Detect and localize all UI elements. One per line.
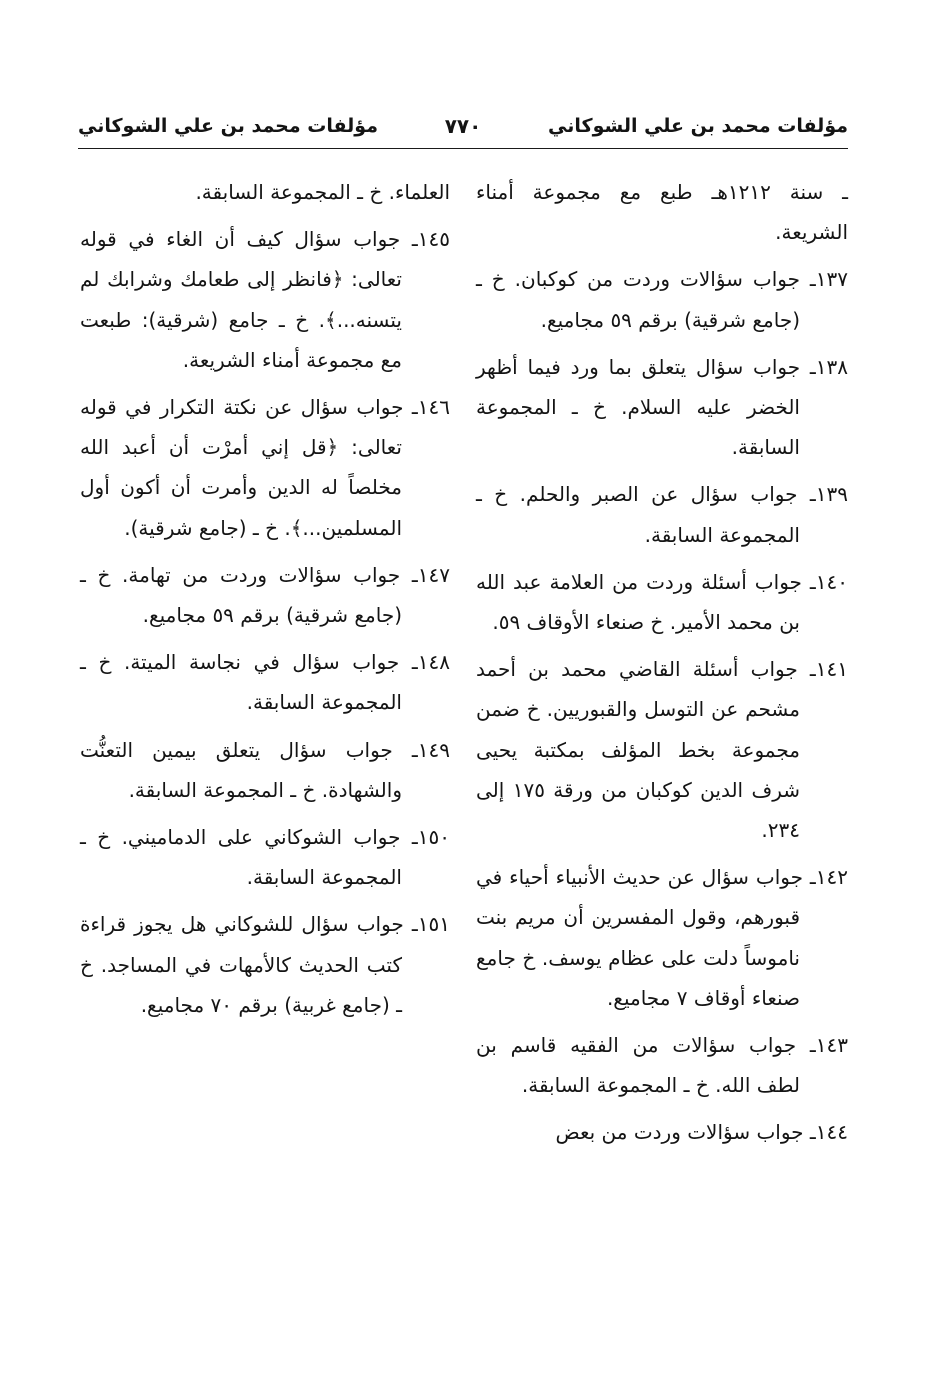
running-title-right: مؤلفات محمد بن علي الشوكاني (548, 115, 848, 137)
entry-145: ١٤٥ـ جواب سؤال كيف أن الغاء في قوله تعالى: ﴿فانظر إلى طعامك وشرابك لم يتسنه...﴾. خ ـ جامع (شرقية): طبعت مع مجموعة أمناء الشريعة. (80, 227, 450, 372)
entry-continuation: العلماء. خ ـ المجموعة السابقة. (195, 180, 450, 204)
entry-139: ١٣٩ـ جواب سؤال عن الصبر والحلم. خ ـ المجموعة السابقة. (476, 482, 848, 547)
entry-137: ١٣٧ـ جواب سؤالات وردت من كوكبان. خ ـ (جامع شرقية) برقم ٥٩ مجاميع. (476, 267, 848, 332)
running-title-left: مؤلفات محمد بن علي الشوكاني (78, 115, 378, 137)
page-header (78, 108, 848, 144)
page-number: ٧٧٠ (444, 114, 482, 138)
entry-141: ١٤١ـ جواب أسئلة القاضي محمد بن أحمد مشحم عن التوسل والقبوريين. خ ضمن مجموعة بخط المؤلف بمكتبة يحيى شرف الدين كوكبان من ورقة ١٧٥ إلى ٢٣٤. (476, 657, 848, 843)
entry-146: ١٤٦ـ جواب سؤال عن نكتة التكرار في قوله تعالى: ﴿قل إني أمرْت أن أعبد الله مخلصاً له الدين وأمرت أن أكون أول المسلمين...﴾. خ ـ (جامع شرقية). (80, 395, 450, 540)
entry-138: ١٣٨ـ جواب سؤال يتعلق بما ورد فيما أظهر الخضر عليه السلام. خ ـ المجموعة السابقة. (476, 354, 848, 460)
entry-continuation: ـ سنة ١٢١٢هـ طبع مع مجموعة أمناء الشريعة. (476, 180, 848, 245)
header-rule (78, 148, 848, 149)
entry-144: ١٤٤ـ جواب سؤالات وردت من بعض (555, 1120, 848, 1145)
right-column (476, 172, 848, 1160)
left-column (80, 172, 450, 1032)
entry-147: ١٤٧ـ جواب سؤالات وردت من تهامة. خ ـ (جامع شرقية) برقم ٥٩ مجاميع. (80, 562, 450, 628)
entry-143: ١٤٣ـ جواب سؤالات من الفقيه قاسم بن لطف الله. خ ـ المجموعة السابقة. (476, 1033, 848, 1098)
entry-140: ١٤٠ـ جواب أسئلة وردت من العلامة عبد الله بن محمد الأمير. خ صنعاء الأوقاف ٥٩. (476, 569, 848, 635)
entry-149: ١٤٩ـ جواب سؤال يتعلق بيمين التعنُّت والشهادة. خ ـ المجموعة السابقة. (80, 737, 450, 802)
entry-150: ١٥٠ـ جواب الشوكاني على الدماميني. خ ـ المجموعة السابقة. (80, 825, 450, 890)
entry-142: ١٤٢ـ جواب سؤال عن حديث الأنبياء أحياء في قبورهم، وقول المفسرين أن مريم بنت ناموساً دلت على عظام يوسف. خ جامع صنعاء أوقاف ٧ مجاميع. (476, 865, 848, 1010)
entry-148: ١٤٨ـ جواب سؤال في نجاسة الميتة. خ ـ المجموعة السابقة. (80, 650, 450, 715)
entry-151: ١٥١ـ جواب سؤال للشوكاني هل يجوز قراءة كتب الحديث كالأمهات في المساجد. خ ـ (جامع غربية) برقم ٧٠ مجاميع. (80, 912, 450, 1017)
